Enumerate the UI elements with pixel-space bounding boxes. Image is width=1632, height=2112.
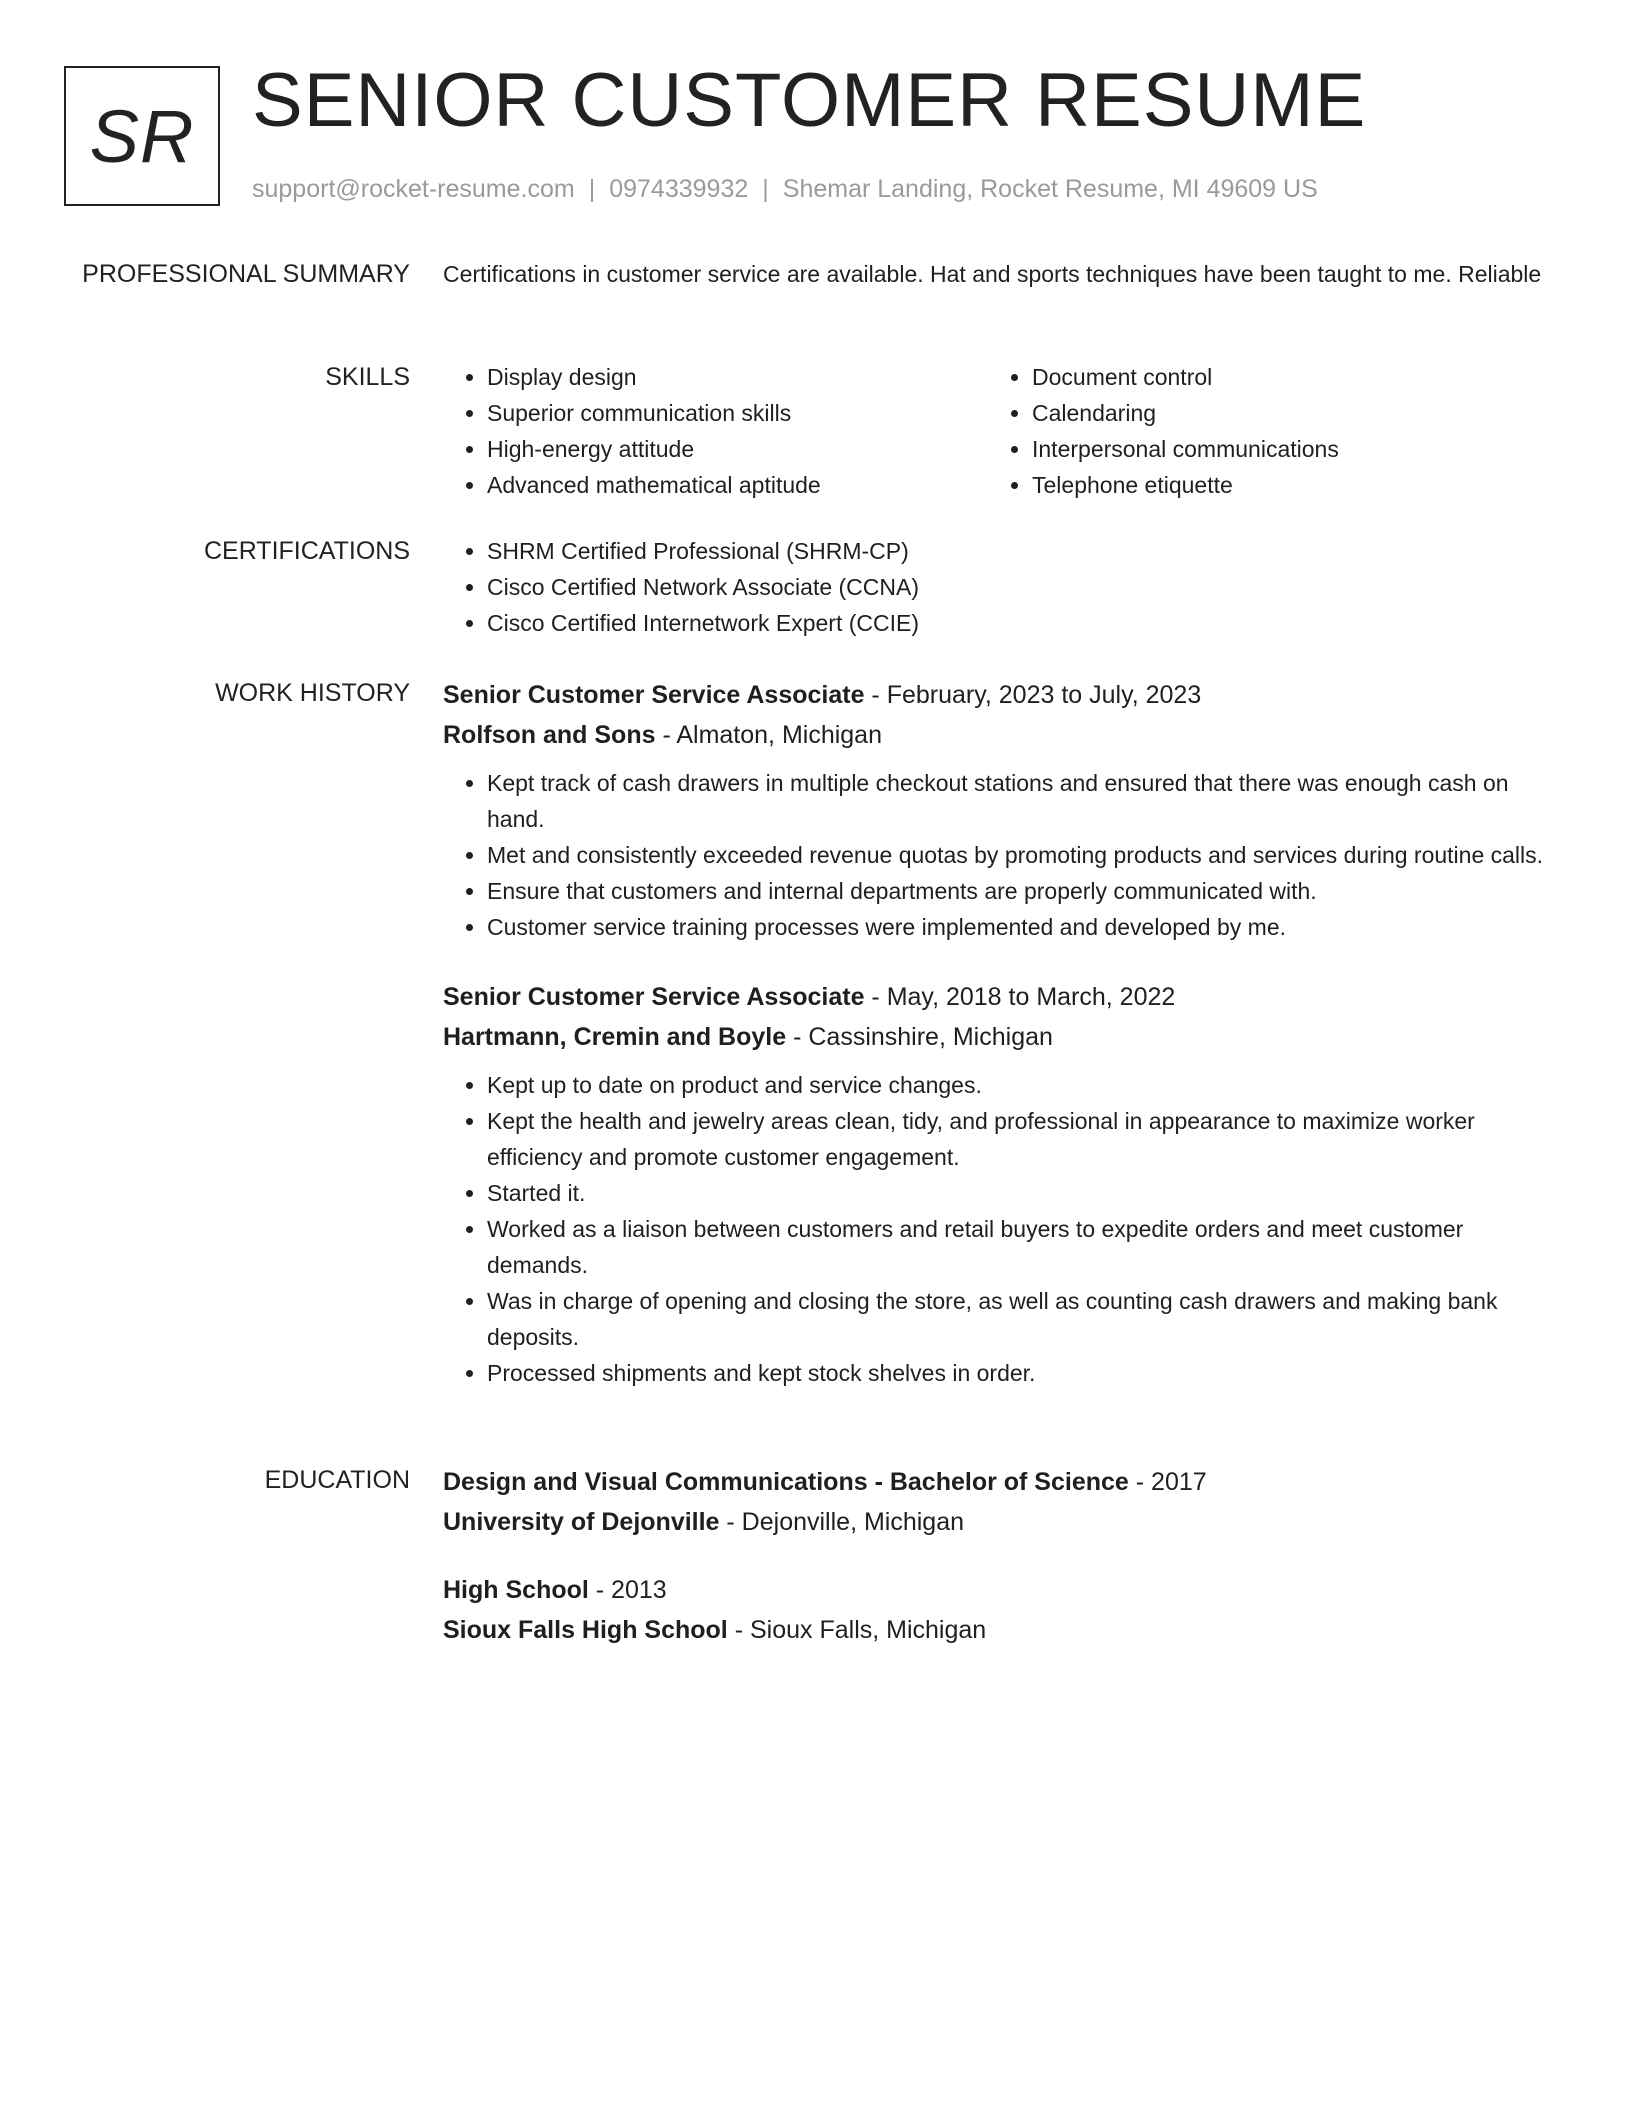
contact-separator: | <box>762 175 769 203</box>
certification-item: • SHRM Certified Professional (SHRM-CP) <box>487 533 1553 569</box>
job-company-line <box>443 1017 1553 1057</box>
job-bullet: • Ensure that customers and internal departments are properly communicated with. <box>487 873 1553 909</box>
education-school: University of Dejonville <box>443 1508 720 1536</box>
certification-item: • Cisco Certified Internetwork Expert (CCIE) <box>487 605 1553 641</box>
skills-grid <box>443 359 1553 503</box>
job-location: - Almaton, Michigan <box>655 721 882 749</box>
education-degree: High School <box>443 1576 589 1604</box>
education-entry <box>443 1570 1553 1650</box>
contact-email: support@rocket-resume.com <box>252 175 575 203</box>
skill-item: • Advanced mathematical aptitude <box>487 467 988 503</box>
job-bullets <box>443 1067 1553 1391</box>
education-location: - Dejonville, Michigan <box>719 1508 965 1536</box>
skills-body <box>443 359 1553 503</box>
certifications-body <box>443 533 1553 641</box>
job-bullet: • Started it. <box>487 1175 1553 1211</box>
job-entry <box>443 675 1553 945</box>
job-bullet: • Worked as a liaison between customers and retail buyers to expedite orders and meet customer demands. <box>487 1211 1553 1283</box>
job-bullets <box>443 765 1553 945</box>
resume-title: SENIOR CUSTOMER RESUME <box>252 58 1367 143</box>
education-location: - Sioux Falls, Michigan <box>727 1616 987 1644</box>
certifications-list <box>443 533 1553 641</box>
contact-phone: 0974339932 <box>609 175 749 203</box>
contact-address: Shemar Landing, Rocket Resume, MI 49609 US <box>782 175 1318 203</box>
job-dates: - May, 2018 to March, 2022 <box>864 983 1176 1011</box>
education-school-line <box>443 1610 1553 1650</box>
job-company-line <box>443 715 1553 755</box>
job-title-line <box>443 675 1553 715</box>
job-bullet: • Kept the health and jewelry areas clean, tidy, and professional in appearance to maximize worker efficiency and promote customer engagement. <box>487 1103 1553 1175</box>
skills-list-right <box>988 359 1533 503</box>
work-history-body <box>443 675 1553 1391</box>
job-dates: - February, 2023 to July, 2023 <box>864 681 1202 709</box>
job-company: Hartmann, Cremin and Boyle <box>443 1023 787 1051</box>
skill-item: • Telephone etiquette <box>1032 467 1533 503</box>
section-label-education: EDUCATION <box>264 1466 410 1494</box>
skill-item: • Superior communication skills <box>487 395 988 431</box>
job-bullet: • Customer service training processes were implemented and developed by me. <box>487 909 1553 945</box>
skill-item: • High-energy attitude <box>487 431 988 467</box>
education-school: Sioux Falls High School <box>443 1616 728 1644</box>
section-label-certifications: CERTIFICATIONS <box>203 537 410 565</box>
skill-item: • Calendaring <box>1032 395 1533 431</box>
education-body <box>443 1462 1553 1650</box>
job-bullet: • Kept up to date on product and service changes. <box>487 1067 1553 1103</box>
certification-item: • Cisco Certified Network Associate (CCNA) <box>487 569 1553 605</box>
education-degree: Design and Visual Communications - Bachelor of Science <box>443 1468 1129 1496</box>
skills-list-left <box>443 359 988 503</box>
education-year: - 2017 <box>1128 1468 1207 1496</box>
education-year: - 2013 <box>588 1576 667 1604</box>
monogram-badge: SR <box>64 66 220 206</box>
education-school-line <box>443 1502 1553 1542</box>
contact-separator: | <box>588 175 596 203</box>
education-degree-line <box>443 1570 1553 1610</box>
skill-item: • Display design <box>487 359 988 395</box>
job-bullet: • Was in charge of opening and closing the store, as well as counting cash drawers and making bank deposits. <box>487 1283 1553 1355</box>
job-title: Senior Customer Service Associate <box>443 983 865 1011</box>
skill-item: • Document control <box>1032 359 1533 395</box>
job-bullet: • Kept track of cash drawers in multiple checkout stations and ensured that there was enough cash on hand. <box>487 765 1553 837</box>
contact-line <box>252 174 1318 204</box>
job-title: Senior Customer Service Associate <box>443 681 865 709</box>
skill-item: • Interpersonal communications <box>1032 431 1533 467</box>
section-label-work-history: WORK HISTORY <box>215 679 410 707</box>
summary-text: Certifications in customer service are available. Hat and sports techniques have been taught to me. Reliable <box>443 261 1542 287</box>
skills-column-left <box>443 359 988 503</box>
education-entry <box>443 1462 1553 1542</box>
section-label-skills: SKILLS <box>325 363 410 391</box>
job-bullet: • Processed shipments and kept stock shelves in order. <box>487 1355 1553 1391</box>
skills-column-right <box>988 359 1533 503</box>
education-degree-line <box>443 1462 1553 1502</box>
job-bullet: • Met and consistently exceeded revenue quotas by promoting products and services during routine calls. <box>487 837 1553 873</box>
job-company: Rolfson and Sons <box>443 721 656 749</box>
job-title-line <box>443 977 1553 1017</box>
job-entry <box>443 977 1553 1391</box>
section-label-summary: PROFESSIONAL SUMMARY <box>82 260 410 288</box>
job-location: - Cassinshire, Michigan <box>786 1023 1053 1051</box>
